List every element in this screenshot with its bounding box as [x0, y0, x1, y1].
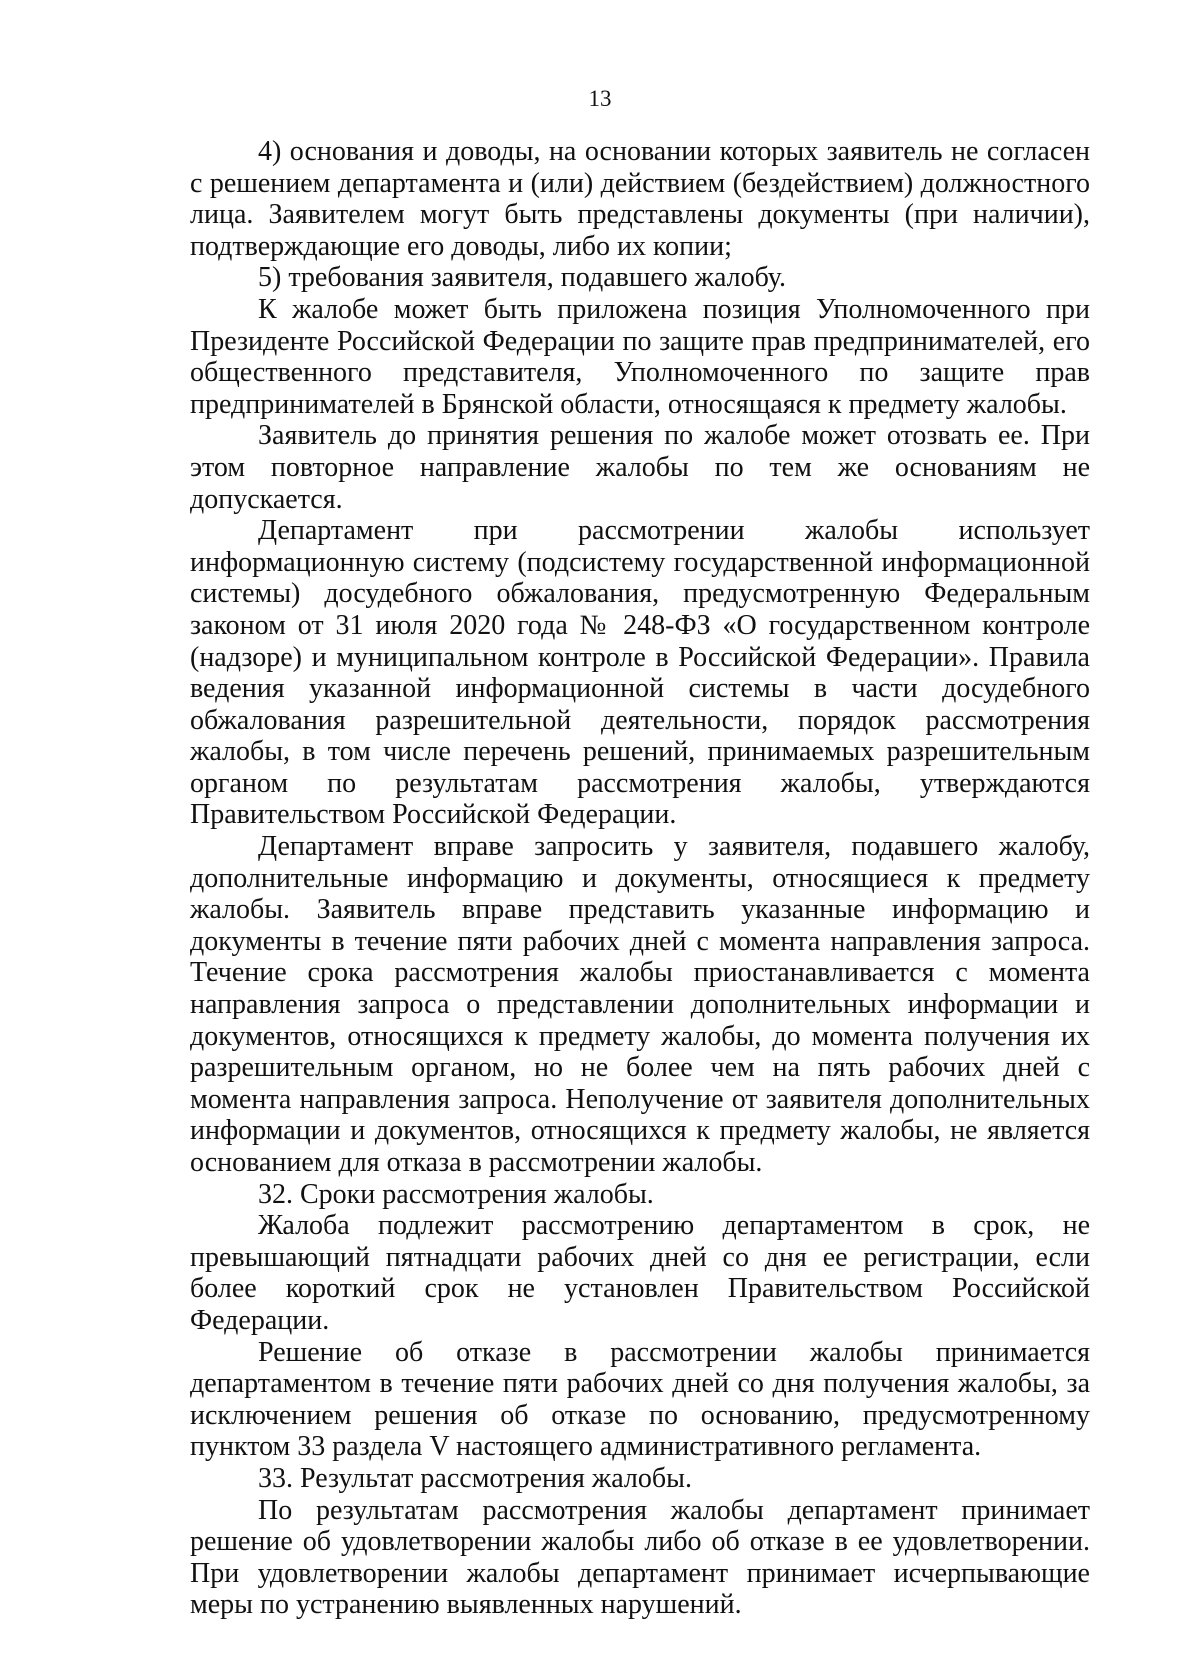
paragraph-ombudsman-position: К жалобе может быть приложена позиция Уполномоченного при Президенте Российской Федерации по защите прав предпринимателей, его общественного представителя, Уполномоченного по защите прав предпринимателей в Брянской области, относящаяся к предмету жалобы.: [190, 293, 1090, 420]
paragraph-review-term: Жалоба подлежит рассмотрению департаментом в срок, не превышающий пятнадцати рабочих дней со дня ее регистрации, если более короткий срок не установлен Правительством Российской Федерации.: [190, 1210, 1090, 1336]
paragraph-review-result: По результатам рассмотрения жалобы департамент принимает решение об удовлетворении жалобы либо об отказе в ее удовлетворении. При удовлетворении жалобы департамент принимает исчерпывающие меры по устранению выявленных нарушений.: [190, 1494, 1090, 1621]
paragraph-information-system: Департамент при рассмотрении жалобы использует информационную систему (подсистему государственной информационной системы) досудебного обжалования, предусмотренную Федеральным законом от 31 июля 2020 года № 248-ФЗ «О государственном контроле (надзоре) и муниципальном контроле в Российской Федерации». Правила ведения указанной информационной системы в части досудебного обжалования разрешительной деятельности, порядок рассмотрения жалобы, в том числе перечень решений, принимаемых разрешительным органом по результатам рассмотрения жалобы, утверждаются Правительством Российской Федерации.: [190, 515, 1090, 831]
paragraph-item-4-grounds: 4) основания и доводы, на основании которых заявитель не согласен с решением департамента и (или) действием (бездействием) должностного лица. Заявителем могут быть представлены документы (при наличии), подтверждающие его доводы, либо их копии;: [190, 136, 1090, 262]
paragraph-refusal-decision: Решение об отказе в рассмотрении жалобы принимается департаментом в течение пяти рабочих дней со дня получения жалобы, за исключением решения об отказе по основанию, предусмотренному пунктом 33 раздела V настоящего административного регламента.: [190, 1336, 1090, 1463]
section-heading-33: 33. Результат рассмотрения жалобы.: [258, 1462, 692, 1494]
paragraph-request-documents: Департамент вправе запросить у заявителя, подавшего жалобу, дополнительные информацию и документы, относящиеся к предмету жалобы. Заявитель вправе представить указанные информацию и документы в течение пяти рабочих дней с момента направления запроса. Течение срока рассмотрения жалобы приостанавливается с момента направления запроса о представлении дополнительных информации и документов, относящихся к предмету жалобы, до момента получения их разрешительным органом, но не более чем на пять рабочих дней с момента направления запроса. Неполучение от заявителя дополнительных информации и документов, относящихся к предмету жалобы, не является основанием для отказа в рассмотрении жалобы.: [190, 831, 1090, 1178]
paragraph-item-5-requirements: 5) требования заявителя, подавшего жалобу.: [258, 262, 787, 294]
section-heading-32: 32. Сроки рассмотрения жалобы.: [258, 1178, 654, 1210]
body-text: [190, 136, 1090, 1621]
paragraph-withdrawal: Заявитель до принятия решения по жалобе может отозвать ее. При этом повторное направление жалобы по тем же основаниям не допускается.: [190, 420, 1090, 515]
page-number: 13: [588, 86, 612, 111]
